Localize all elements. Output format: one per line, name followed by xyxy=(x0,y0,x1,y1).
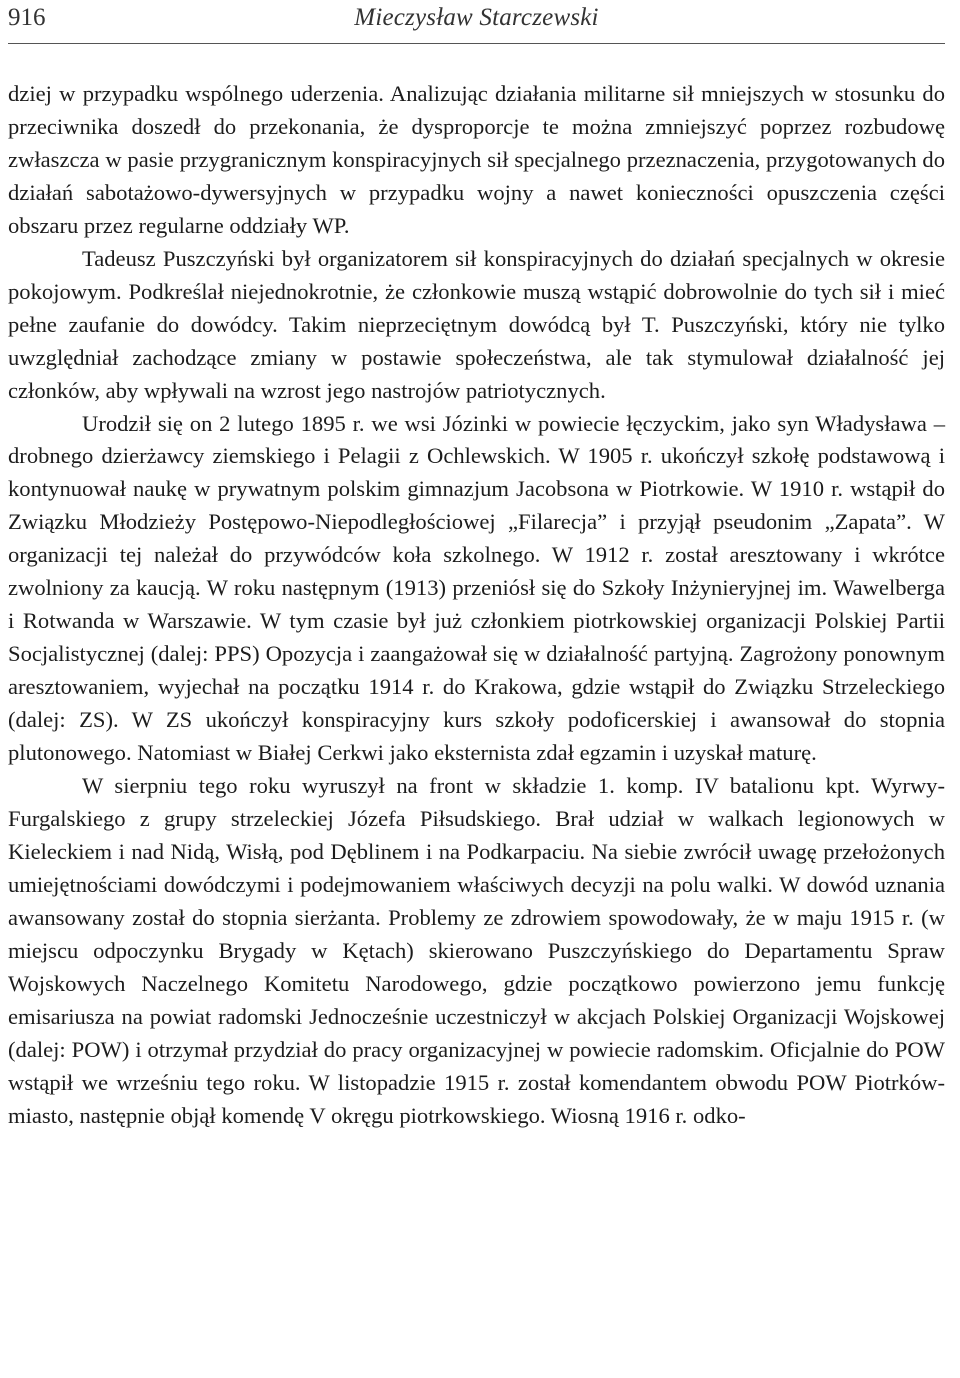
header-divider xyxy=(8,43,945,44)
paragraph: dziej w przypadku wspólnego uderzenia. Analizując działania militarne sił mniejszych w stosunku do przeciwnika doszedł do przekonania, że dysproporcje te można zmniejszyć poprzez rozbudowę zwłaszcza w pasie przygranicznym konspiracyjnych sił specjalnego przeznaczenia, przygotowanych do działań sabotażowo-dywersyjnych w przypadku wojny a nawet konieczności opuszczenia części obszaru przez regularne oddziały WP. xyxy=(8,81,945,238)
page-header xyxy=(8,0,945,36)
document-page xyxy=(8,0,945,1128)
paragraph: W sierpniu tego roku wyruszył na front w składzie 1. komp. IV batalionu kpt. Wyrwy-Furgalskiego z grupy strzeleckiej Józefa Piłsudskiego. Brał udział w walkach legionowych w Kieleckiem i nad Nidą, Wisłą, pod Dęblinem i na Podkarpaciu. Na siebie zwrócił uwagę przełożonych umiejętnościami dowódczymi i podejmowaniem właściwych decyzji na polu walki. W dowód uznania awansowany został do stopnia sierżanta. Problemy ze zdrowiem spowodowały, że w maju 1915 r. (w miejscu odpoczynku Brygady w Kętach) skierowano Puszczyńskiego do Departamentu Spraw Wojskowych Naczelnego Komitetu Narodowego, gdzie początkowo powierzono jemu funkcję emisariusza na powiat radomski Jednocześnie uczestniczył w akcjach Polskiej Organizacji Wojskowej (dalej: POW) i otrzymał przydział do pracy organizacyjnej w powiecie radomskim. Oficjalnie do POW wstąpił we wrześniu tego roku. W listopadzie 1915 r. został komendantem obwodu POW Piotrków-miasto, następnie objął komendę V okręgu piotrkowskiego. Wiosną 1916 r. odko- xyxy=(8,773,945,1128)
paragraph: Tadeusz Puszczyński był organizatorem sił konspiracyjnych do działań specjalnych w okresie pokojowym. Podkreślał niejednokrotnie, że członkowie muszą wstąpić dobrowolnie do tych sił i mieć pełne zaufanie do dowódcy. Takim nieprzeciętnym dowódcą był T. Puszczyński, który nie tylko uwzględniał zachodzące zmiany w postawie społeczeństwa, ale tak stymulował działalność jej członków, aby wpływali na wzrost jego nastrojów patriotycznych. xyxy=(8,245,945,403)
page-number: 916 xyxy=(8,4,46,31)
running-title: Mieczysław Starczewski xyxy=(354,4,599,31)
body-text xyxy=(8,78,945,1133)
paragraph: Urodził się on 2 lutego 1895 r. we wsi Józinki w powiecie łęczyckim, jako syn Władysława – drobnego dzierżawcy ziemskiego i Pelagii z Ochlewskich. W 1905 r. ukończył szkołę podstawową i kontynuował naukę w prywatnym polskim gimnazjum Jacobsona w Piotrkowie. W 1910 r. wstąpił do Związku Młodzieży Postępowo-Niepodległościowej „Filarecja” i przyjął pseudonim „Zapata”. W organizacji tej należał do przywódców koła szkolnego. W 1912 r. został aresztowany i wkrótce zwolniony za kaucją. W roku następnym (1913) przeniósł się do Szkoły Inżynieryjnej im. Wawelberga i Rotwanda w Warszawie. W tym czasie był już członkiem piotrkowskiej organizacji Polskiej Partii Socjalistycznej (dalej: PPS) Opozycja i zaangażował się w działalność partyjną. Zagrożony ponownym aresztowaniem, wyjechał na początku 1914 r. do Krakowa, gdzie wstąpił do Związku Strzeleckiego (dalej: ZS). W ZS ukończył konspiracyjny kurs szkoły podoficerskiej i awansował do stopnia plutonowego. Natomiast w Białej Cerkwi jako eksternista zdał egzamin i uzyskał maturę. xyxy=(8,410,945,766)
